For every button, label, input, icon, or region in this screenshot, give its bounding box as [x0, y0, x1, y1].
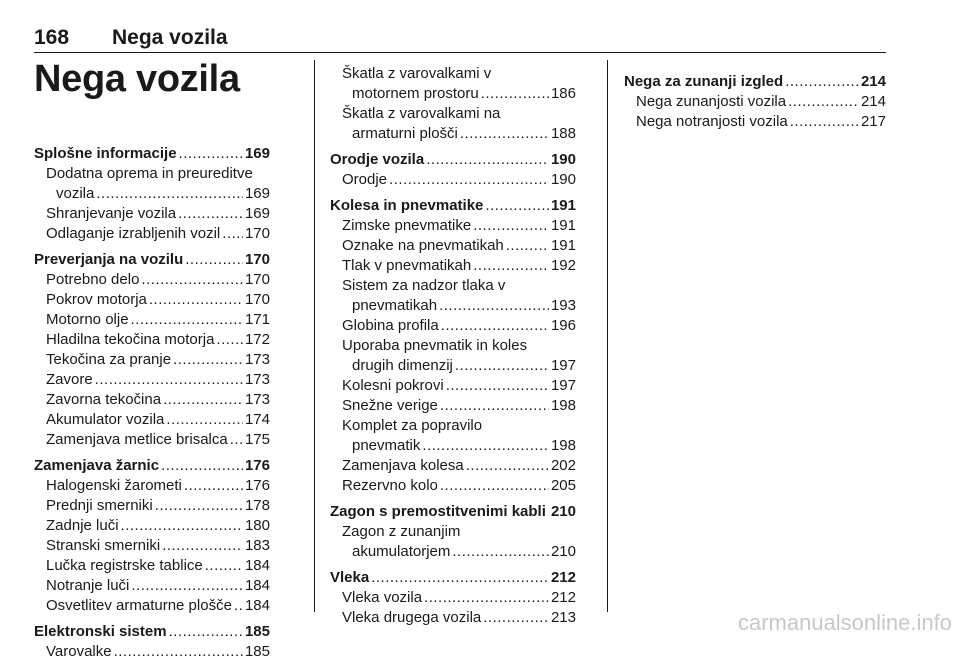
toc-leader-dots	[426, 150, 549, 170]
toc-entry	[330, 84, 576, 104]
toc-entry-page: 176	[244, 457, 270, 474]
toc-leader-dots	[205, 556, 243, 576]
toc-section-heading	[330, 196, 576, 216]
toc-entry-label: Lučka registrske tablice	[46, 557, 203, 574]
toc-leader-dots	[121, 516, 243, 536]
toc-entry-label: Halogenski žarometi	[46, 477, 182, 494]
toc-entry-label: Globina profila	[342, 317, 439, 334]
toc-leader-dots	[439, 296, 549, 316]
toc-entry-page: 197	[550, 377, 576, 394]
toc-leader-dots	[179, 144, 243, 164]
toc-entry-page: 217	[860, 113, 886, 130]
toc-entry	[34, 576, 270, 596]
toc-entry-page: 212	[550, 569, 576, 586]
toc-leader-dots	[785, 72, 859, 92]
toc-entry-label: Tlak v pnevmatikah	[342, 257, 472, 274]
toc-entry-page: 210	[550, 543, 576, 560]
toc-entry	[34, 410, 270, 430]
toc-leader-dots	[548, 502, 549, 522]
toc-leader-dots	[446, 376, 549, 396]
toc-section-heading	[330, 150, 576, 170]
toc-entry-label-line1: Škatla z varovalkami v	[342, 65, 492, 82]
toc-entry-page: 191	[550, 217, 576, 234]
toc-leader-dots	[424, 588, 549, 608]
toc-section-heading	[330, 502, 576, 522]
toc-entry-page: 176	[244, 477, 270, 494]
toc-leader-dots	[452, 542, 549, 562]
toc-leader-dots	[230, 430, 243, 450]
toc-entry-page: 197	[550, 357, 576, 374]
toc-entry-page: 184	[244, 577, 270, 594]
toc-entry-label: Osvetlitev armaturne plošče	[46, 597, 232, 614]
toc-entry-page: 214	[860, 73, 886, 90]
toc-entry-label: Odlaganje izrabljenih vozil	[46, 225, 221, 242]
toc-entry-label: Orodje vozila	[330, 151, 425, 168]
toc-leader-dots	[141, 270, 243, 290]
toc-leader-dots	[216, 330, 243, 350]
toc-leader-dots	[163, 390, 243, 410]
toc-entry-page: 169	[244, 185, 270, 202]
toc-entry	[330, 316, 576, 336]
toc-leader-dots	[149, 290, 243, 310]
toc-entry-page: 173	[244, 351, 270, 368]
toc-entry-label: Vleka vozila	[342, 589, 423, 606]
toc-entry	[34, 516, 270, 536]
page-number: 168	[34, 26, 70, 49]
toc-leader-dots	[422, 436, 549, 456]
toc-leader-dots	[483, 608, 549, 628]
toc-entry	[330, 608, 576, 628]
toc-entry-page: 185	[244, 643, 270, 660]
toc-entry-page: 188	[550, 125, 576, 142]
toc-entry	[330, 356, 576, 376]
toc-leader-dots	[460, 124, 549, 144]
toc-entry-page: 184	[244, 597, 270, 614]
toc-entry-page: 186	[550, 85, 576, 102]
toc-leader-dots	[114, 642, 243, 662]
toc-leader-dots	[185, 250, 243, 270]
toc-entry	[34, 184, 270, 204]
toc-leader-dots	[485, 196, 549, 216]
toc-leader-dots	[389, 170, 549, 190]
toc-entry-page: 190	[550, 171, 576, 188]
toc-entry-label: Kolesni pokrovi	[342, 377, 444, 394]
toc-leader-dots	[440, 476, 549, 496]
toc-entry-label: Elektronski sistem	[34, 623, 167, 640]
toc-leader-dots	[371, 568, 549, 588]
toc-entry-label: Motorno olje	[46, 311, 129, 328]
watermark: carmanualsonline.info	[737, 610, 952, 635]
toc-entry-page: 184	[244, 557, 270, 574]
toc-leader-dots	[155, 496, 243, 516]
toc-entry-label-line1: Dodatna oprema in preureditve	[46, 165, 253, 182]
toc-leader-dots	[161, 456, 243, 476]
toc-entry-page: 185	[244, 623, 270, 640]
toc-entry-label: Potrebno delo	[46, 271, 140, 288]
toc-entry-label: Kolesa in pnevmatike	[330, 197, 484, 214]
toc-entry-page: 205	[550, 477, 576, 494]
toc-entry-page: 193	[550, 297, 576, 314]
toc-entry	[330, 456, 576, 476]
toc-entry-page: 169	[244, 145, 270, 162]
toc-entry	[330, 588, 576, 608]
toc-leader-dots	[173, 350, 243, 370]
toc-entry-page: 192	[550, 257, 576, 274]
toc-section-heading	[624, 72, 886, 92]
toc-leader-dots	[790, 112, 859, 132]
toc-entry-label: Preverjanja na vozilu	[34, 251, 184, 268]
toc-entry-page: 212	[550, 589, 576, 606]
toc-column-2	[330, 64, 576, 628]
toc-entry-page: 213	[550, 609, 576, 626]
toc-entry-page: 191	[550, 237, 576, 254]
toc-entry	[34, 496, 270, 516]
toc-entry-label: Shranjevanje vozila	[46, 205, 177, 222]
toc-entry-page: 173	[244, 371, 270, 388]
toc-leader-dots	[481, 84, 549, 104]
toc-entry-page: 202	[550, 457, 576, 474]
page-header	[34, 24, 886, 53]
toc-entry-label-line1: Komplet za popravilo	[342, 417, 483, 434]
toc-entry-label: Snežne verige	[342, 397, 438, 414]
toc-section-heading	[34, 250, 270, 270]
toc-entry-page: 170	[244, 251, 270, 268]
toc-entry	[330, 542, 576, 562]
toc-entry-label: Vleka drugega vozila	[342, 609, 482, 626]
toc-entry-label: Akumulator vozila	[46, 411, 165, 428]
toc-entry-label: Varovalke	[46, 643, 112, 660]
toc-section-heading	[34, 622, 270, 642]
toc-entry	[330, 296, 576, 316]
toc-entry-page: 214	[860, 93, 886, 110]
toc-entry	[624, 112, 886, 132]
toc-entry-label: Zimske pnevmatike	[342, 217, 472, 234]
toc-entry-page: 170	[244, 271, 270, 288]
toc-entry-label: Nega zunanjosti vozila	[636, 93, 787, 110]
toc-entry	[330, 376, 576, 396]
toc-leader-dots	[178, 204, 243, 224]
toc-leader-dots	[162, 536, 243, 556]
toc-leader-dots	[166, 410, 243, 430]
toc-entry-label: armaturni plošči	[352, 125, 458, 142]
toc-entry-page: 170	[244, 291, 270, 308]
toc-entry-label: Zamenjava metlice brisalca	[46, 431, 228, 448]
toc-leader-dots	[222, 224, 243, 244]
toc-entry	[34, 290, 270, 310]
toc-leader-dots	[466, 456, 549, 476]
toc-entry-page: 178	[244, 497, 270, 514]
toc-entry-label: Pokrov motorja	[46, 291, 147, 308]
toc-entry-page: 172	[244, 331, 270, 348]
toc-entry-label: drugih dimenzij	[352, 357, 453, 374]
toc-leader-dots	[184, 476, 243, 496]
toc-entry	[624, 92, 886, 112]
toc-entry	[34, 350, 270, 370]
toc-entry-label: Zavore	[46, 371, 93, 388]
toc-leader-dots	[131, 310, 243, 330]
toc-entry	[34, 390, 270, 410]
toc-entry	[330, 436, 576, 456]
toc-entry-label: pnevmatikah	[352, 297, 438, 314]
toc-entry-label: akumulatorjem	[352, 543, 451, 560]
toc-entry-label: Prednji smerniki	[46, 497, 153, 514]
toc-leader-dots	[95, 370, 243, 390]
toc-entry	[330, 476, 576, 496]
toc-entry-label-line1: Zagon z zunanjim	[342, 523, 461, 540]
toc-entry-page: 169	[244, 205, 270, 222]
toc-entry-label: motornem prostoru	[352, 85, 479, 102]
toc-entry-label: Splošne informacije	[34, 145, 177, 162]
toc-entry-label: Tekočina za pranje	[46, 351, 172, 368]
toc-entry	[330, 236, 576, 256]
toc-entry-page: 170	[244, 225, 270, 242]
toc-entry	[34, 204, 270, 224]
toc-entry-label: Zavorna tekočina	[46, 391, 162, 408]
toc-leader-dots	[131, 576, 243, 596]
toc-entry-page: 210	[550, 503, 576, 520]
toc-entry	[34, 642, 270, 662]
toc-entry-label-line1: Sistem za nadzor tlaka v	[342, 277, 506, 294]
toc-entry-page: 183	[244, 537, 270, 554]
toc-entry-label: Nega za zunanji izgled	[624, 73, 784, 90]
toc-entry-page: 198	[550, 397, 576, 414]
toc-section-heading	[330, 568, 576, 588]
toc-leader-dots	[440, 396, 549, 416]
column-divider	[607, 60, 608, 612]
toc-section-heading	[34, 456, 270, 476]
toc-entry-page: 198	[550, 437, 576, 454]
toc-entry	[330, 216, 576, 236]
toc-leader-dots	[473, 256, 549, 276]
toc-entry-label: Vleka	[330, 569, 370, 586]
toc-entry-label: pnevmatik	[352, 437, 421, 454]
toc-entry	[34, 556, 270, 576]
toc-entry-page: 190	[550, 151, 576, 168]
toc-leader-dots	[473, 216, 549, 236]
toc-leader-dots	[441, 316, 549, 336]
toc-entry-label: Rezervno kolo	[342, 477, 438, 494]
toc-entry-page: 196	[550, 317, 576, 334]
toc-entry-label: Zagon s premostitvenimi kabli	[330, 503, 546, 520]
toc-entry	[330, 396, 576, 416]
toc-entry-label: Orodje	[342, 171, 388, 188]
toc-entry	[34, 370, 270, 390]
toc-column-1	[34, 144, 270, 662]
toc-leader-dots	[169, 622, 243, 642]
toc-leader-dots	[455, 356, 549, 376]
toc-entry-page: 180	[244, 517, 270, 534]
toc-entry	[330, 256, 576, 276]
toc-entry-page: 191	[550, 197, 576, 214]
toc-leader-dots	[234, 596, 243, 616]
toc-entry	[34, 596, 270, 616]
column-divider	[314, 60, 315, 612]
toc-leader-dots	[506, 236, 549, 256]
toc-entry-page: 173	[244, 391, 270, 408]
header-section-title: Nega vozila	[112, 26, 228, 49]
toc-entry-label: Nega notranjosti vozila	[636, 113, 788, 130]
toc-entry-label: Zadnje luči	[46, 517, 119, 534]
toc-leader-dots	[96, 184, 243, 204]
toc-entry-page: 171	[244, 311, 270, 328]
toc-entry	[34, 330, 270, 350]
toc-entry	[34, 224, 270, 244]
toc-column-3	[624, 72, 886, 132]
toc-entry	[34, 536, 270, 556]
toc-leader-dots	[788, 92, 859, 112]
toc-entry-label: Stranski smerniki	[46, 537, 161, 554]
toc-entry-label-line1: Škatla z varovalkami na	[342, 105, 501, 122]
toc-entry-label: Notranje luči	[46, 577, 130, 594]
page-title: Nega vozila	[34, 58, 240, 100]
toc-entry-label: Zamenjava kolesa	[342, 457, 464, 474]
toc-entry-label: Zamenjava žarnic	[34, 457, 160, 474]
toc-entry-label: Hladilna tekočina motorja	[46, 331, 215, 348]
toc-entry-label: Oznake na pnevmatikah	[342, 237, 504, 254]
toc-entry-page: 175	[244, 431, 270, 448]
toc-entry-label-line1: Uporaba pnevmatik in koles	[342, 337, 528, 354]
toc-entry	[34, 310, 270, 330]
toc-entry	[330, 170, 576, 190]
toc-entry	[34, 476, 270, 496]
toc-entry	[330, 124, 576, 144]
toc-section-heading	[34, 144, 270, 164]
toc-entry	[34, 270, 270, 290]
toc-entry	[34, 430, 270, 450]
toc-entry-page: 174	[244, 411, 270, 428]
toc-entry-label: vozila	[56, 185, 95, 202]
